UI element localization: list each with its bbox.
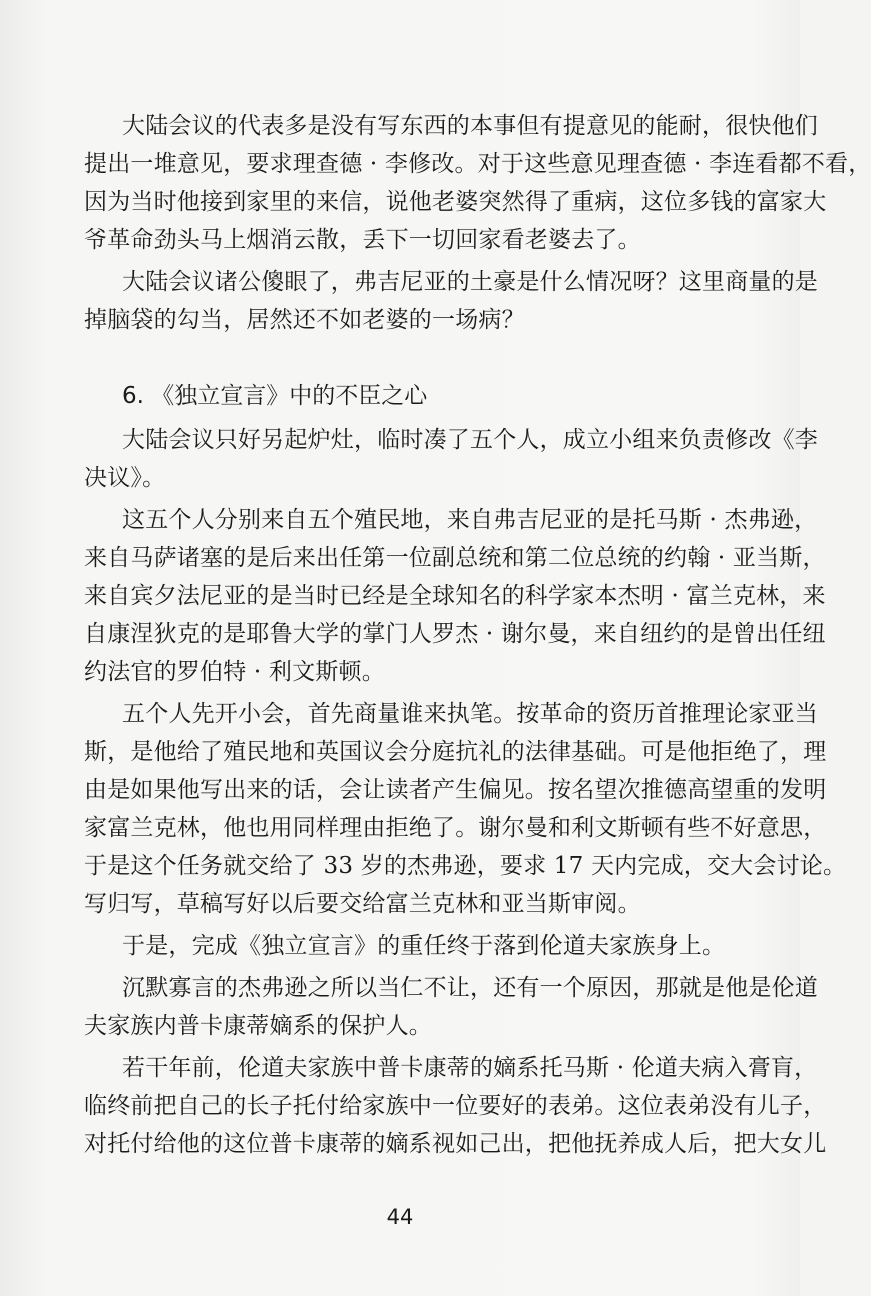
text-line: 大陆会议只好另起炉灶，临时凑了五个人，成立小组来负责修改《李 (122, 427, 818, 453)
text-line: 对托付给他的这位普卡康蒂的嫡系视如己出，把他抚养成人后，把大女儿 (84, 1131, 827, 1157)
text-line: 来自宾夕法尼亚的是当时已经是全球知名的科学家本杰明 · 富兰克林，来 (84, 583, 826, 609)
text-line: 来自马萨诸塞的是后来出任第一位副总统和第二位总统的约翰 · 亚当斯， (84, 545, 826, 571)
text-line: 若干年前，伦道夫家族中普卡康蒂的嫡系托马斯 · 伦道夫病入膏肓， (122, 1055, 818, 1081)
text-line: 于是，完成《独立宣言》的重任终于落到伦道夫家族身上。 (122, 933, 726, 959)
text-line: 沉默寡言的杰弗逊之所以当仁不让，还有一个原因，那就是他是伦道 (122, 975, 818, 1001)
text-line: 约法官的罗伯特 · 利文斯顿。 (84, 659, 385, 685)
text-line: 因为当时他接到家里的来信，说他老婆突然得了重病，这位多钱的富家大 (84, 189, 827, 215)
text-line: 自康涅狄克的是耶鲁大学的掌门人罗杰 · 谢尔曼，来自纽约的是曾出任纽 (84, 621, 826, 647)
text-line: 斯，是他给了殖民地和英国议会分庭抗礼的法律基础。可是他拒绝了，理 (84, 739, 827, 765)
text-line: 由是如果他写出来的话，会让读者产生偏见。按名望次推德高望重的发明 (84, 777, 827, 803)
text-line: 家富兰克林，他也用同样理由拒绝了。谢尔曼和利文斯顿有些不好意思， (84, 815, 827, 841)
page-number: 44 (386, 1205, 414, 1229)
text-line: 临终前把自己的长子托付给家族中一位要好的表弟。这位表弟没有儿子， (84, 1093, 827, 1119)
text-line: 这五个人分别来自五个殖民地，来自弗吉尼亚的是托马斯 · 杰弗逊， (122, 507, 818, 533)
text-line: 大陆会议的代表多是没有写东西的本事但有提意见的能耐，很快他们 (122, 113, 818, 139)
text-line: 决议》。 (84, 465, 166, 491)
text-line: 掉脑袋的勾当，居然还不如老婆的一场病？ (84, 307, 525, 333)
text-line: 五个人先开小会，首先商量谁来执笔。按革命的资历首推理论家亚当 (122, 701, 818, 727)
text-line: 提出一堆意见，要求理查德 · 李修改。对于这些意见理查德 · 李连看都不看， (84, 151, 871, 177)
text-line: 爷革命劲头马上烟消云散，丢下一切回家看老婆去了。 (84, 227, 641, 253)
text-line: 夫家族内普卡康蒂嫡系的保护人。 (84, 1013, 432, 1039)
text-line: 写归写，草稿写好以后要交给富兰克林和亚当斯审阅。 (84, 891, 641, 917)
text-line: 于是这个任务就交给了 33 岁的杰弗逊，要求 17 天内完成，交大会讨论。 (84, 853, 847, 879)
section-heading: 6. 《独立宣言》中的不臣之心 (122, 383, 428, 409)
text-line: 大陆会议诸公傻眼了，弗吉尼亚的土豪是什么情况呀？这里商量的是 (122, 269, 818, 295)
